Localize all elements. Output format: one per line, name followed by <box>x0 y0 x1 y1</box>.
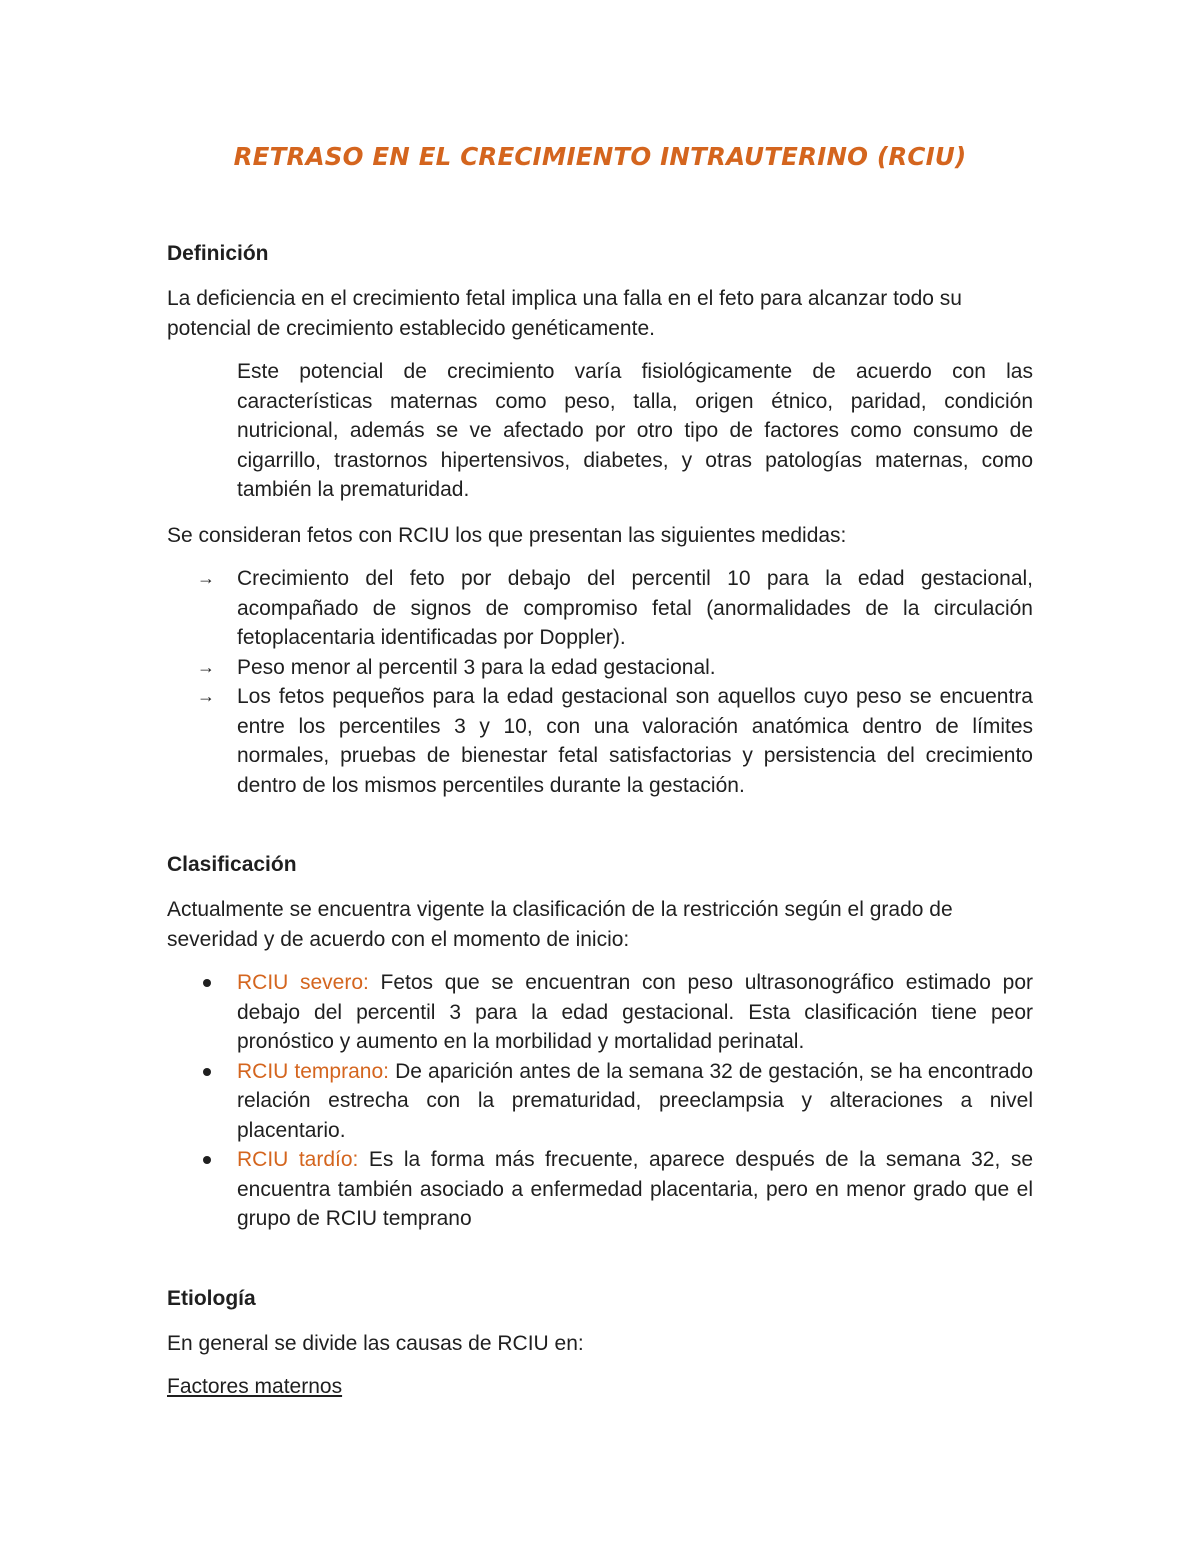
list-item <box>167 682 1033 800</box>
list-item <box>167 968 1033 1057</box>
clasificacion-list <box>167 968 1033 1234</box>
etiologia-intro: En general se divide las causas de RCIU en: <box>167 1331 584 1355</box>
criteria-text: Peso menor al percentil 3 para la edad gestacional. <box>237 655 716 679</box>
section-spacer <box>167 1248 1033 1283</box>
section-spacer <box>167 814 1033 849</box>
term-rciu-temprano: RCIU temprano: <box>237 1059 389 1083</box>
list-item <box>167 564 1033 653</box>
term-rciu-severo: RCIU severo: <box>237 971 369 994</box>
heading-etiologia: Etiología <box>167 1286 256 1310</box>
criteria-text: Los fetos pequeños para la edad gestacional son aquellos cuyo peso se encuentra entre los percentiles 3 y 10, con una valoración anatómica dentro de límites normales, pruebas de bienestar fetal satisfactorias y persistencia del crecimiento dentro de los mismos percentiles durante la gestación. <box>237 685 1033 797</box>
document-title: RETRASO EN EL CRECIMIENTO INTRAUTERINO (RCIU) <box>233 142 967 171</box>
list-item <box>167 653 1033 683</box>
definicion-intro: La deficiencia en el crecimiento fetal implica una falla en el feto para alcanzar todo su potencial de crecimiento establecido genéticamente. <box>167 287 962 340</box>
term-rciu-tardio: RCIU tardío: <box>237 1148 359 1171</box>
arrow-right-icon: → <box>197 568 215 588</box>
definicion-indented-paragraph: Este potencial de crecimiento varía fisiológicamente de acuerdo con las características maternas como peso, talla, origen étnico, paridad, condición nutricional, además se ve afectado por otro tipo de factores como consumo de cigarrillo, trastornos hipertensivos, diabetes, y otras patologías maternas, como también la prematuridad. <box>237 360 1033 501</box>
bullet-icon <box>203 979 211 987</box>
term-description: Es la forma más frecuente, aparece después de la semana 32, se encuentra también asociado a enfermedad placentaria, pero en menor grado que el grupo de RCIU temprano <box>237 1148 1034 1230</box>
heading-clasificacion: Clasificación <box>167 853 297 876</box>
criteria-list <box>167 564 1033 800</box>
list-item <box>167 1057 1033 1146</box>
section-etiologia <box>167 1283 1033 1402</box>
bullet-icon <box>203 1068 211 1076</box>
term-description: Fetos que se encuentran con peso ultrasonográfico estimado por debajo del percentil 3 para la edad gestacional. Esta clasificación tiene peor pronóstico y aumento en la morbilidad y mortalidad perinatal. <box>237 971 1033 1053</box>
arrow-right-icon: → <box>197 656 215 677</box>
list-item <box>167 1145 1033 1234</box>
arrow-right-icon: → <box>197 686 215 706</box>
heading-definicion: Definición <box>167 242 269 265</box>
clasificacion-intro: Actualmente se encuentra vigente la clasificación de la restricción según el grado de severidad y de acuerdo con el momento de inicio: <box>167 898 953 951</box>
section-clasificacion <box>167 849 1033 1234</box>
document-body <box>167 238 1033 1416</box>
criteria-text: Crecimiento del feto por debajo del percentil 10 para la edad gestacional, acompañado de signos de compromiso fetal (anormalidades de la circulación fetoplacentaria identificadas por Doppler). <box>237 567 1033 649</box>
term-description: De aparición antes de la semana 32 de gestación, se ha encontrado relación estrecha con la prematuridad, preeclampsia y alteraciones a nivel placentario. <box>237 1059 1034 1142</box>
bullet-icon <box>203 1156 211 1164</box>
criteria-intro: Se consideran fetos con RCIU los que presentan las siguientes medidas: <box>167 523 847 547</box>
section-definicion <box>167 238 1033 800</box>
subheading-factores-maternos: Factores maternos <box>167 1375 343 1398</box>
